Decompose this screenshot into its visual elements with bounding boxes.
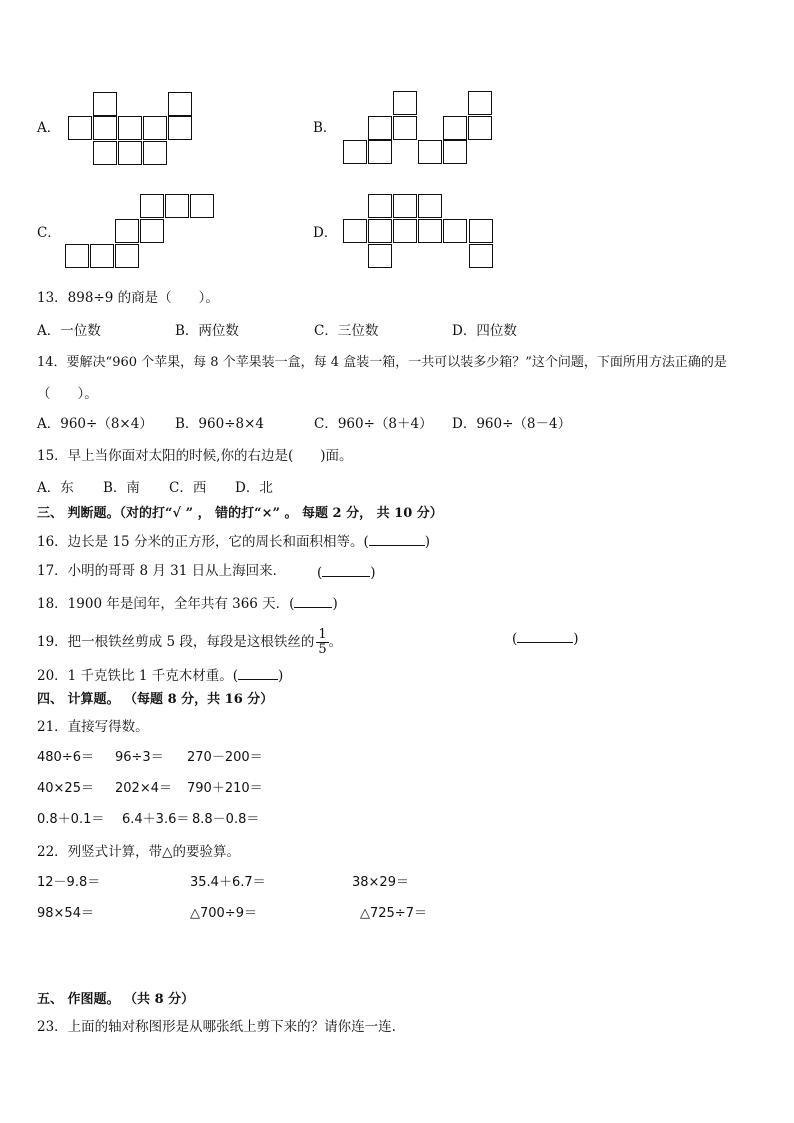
question-16	[37, 531, 430, 551]
option-b-label: B．	[313, 120, 337, 136]
q21-item-1-3: 270－200＝	[187, 750, 263, 765]
q22-item-1-1: 12－9.8＝	[37, 875, 101, 890]
question-22-stem: 22．列竖式计算，带△的要验算。	[37, 844, 241, 860]
question-19-text: 19．把一根铁丝剪成 5 段，每段是这根铁丝的	[37, 634, 315, 650]
q13-option-d: D．四位数	[452, 323, 517, 339]
question-23-stem: 23．上面的轴对称图形是从哪张纸上剪下来的？请你连一连.	[37, 1019, 396, 1035]
q22-item-1-3: 38×29＝	[352, 875, 409, 890]
q22-item-2-3: △725÷7＝	[360, 906, 427, 921]
option-a-label: A．	[37, 120, 61, 136]
q21-item-3-3: 8.8－0.8＝	[192, 812, 260, 827]
q22-item-1-2: 35.4＋6.7＝	[190, 875, 266, 890]
question-20-close: )	[278, 668, 284, 684]
question-14-stem: 14．要解决“960 个苹果，每 8 个苹果装一盒，每 4 盒装一箱，一共可以装多少箱？”这个问题，下面所用方法正确的是	[37, 355, 727, 370]
q21-item-2-2: 202×4＝	[115, 781, 172, 796]
answer-blank-16[interactable]	[369, 531, 425, 546]
question-16-text: 16．边长是 15 分米的正方形，它的周长和面积相等。(	[37, 534, 369, 550]
option-d-label: D．	[313, 225, 338, 241]
q15-option-a: A．东	[37, 480, 74, 496]
q15-option-b: B．南	[103, 480, 140, 496]
question-19-open: (	[512, 631, 518, 647]
q22-item-2-1: 98×54＝	[37, 906, 94, 921]
question-14-stem-cont: （ ）。	[37, 386, 98, 402]
q15-option-c: C．西	[169, 480, 207, 496]
question-18-close: )	[332, 596, 338, 612]
question-17-open: (	[317, 565, 323, 581]
answer-blank-20[interactable]	[238, 665, 278, 680]
q14-option-b: B．960÷8×4	[175, 416, 264, 432]
q13-option-a: A．一位数	[37, 323, 101, 339]
question-17-answer	[317, 562, 376, 582]
question-19	[37, 628, 342, 657]
answer-blank-19[interactable]	[517, 628, 573, 643]
q21-item-2-3: 790＋210＝	[187, 781, 263, 796]
answer-blank-18[interactable]	[294, 593, 332, 608]
q21-item-1-2: 96÷3＝	[115, 750, 164, 765]
question-21-stem: 21．直接写得数。	[37, 719, 149, 735]
option-c-label: C．	[37, 225, 61, 241]
question-20	[37, 665, 283, 685]
q22-item-2-2: △700÷9＝	[190, 906, 257, 921]
section-3-title: 三、 判断题。（对的打“√ ” ， 错的打“×” 。 每题 2 分， 共 10 分）	[37, 506, 443, 521]
q14-option-c: C．960÷（8＋4）	[314, 416, 433, 432]
question-19-answer	[512, 628, 579, 648]
question-17-close: )	[370, 565, 376, 581]
question-18	[37, 593, 338, 613]
section-5-title: 五、 作图题。 （共 8 分）	[37, 992, 195, 1007]
q21-item-2-1: 40×25＝	[37, 781, 94, 796]
question-18-text: 18．1900 年是闰年，全年共有 366 天．(	[37, 596, 295, 612]
question-17-text: 17．小明的哥哥 8 月 31 日从上海回来．	[37, 563, 287, 579]
question-15-stem: 15．早上当你面对太阳的时候,你的右边是( )面。	[37, 448, 353, 464]
q13-option-c: C．三位数	[314, 323, 379, 339]
question-17	[37, 562, 286, 580]
q14-option-a: A．960÷（8×4）	[37, 416, 153, 432]
question-20-text: 20．1 千克铁比 1 千克木材重。(	[37, 668, 238, 684]
q21-item-1-1: 480÷6＝	[37, 750, 94, 765]
question-19-end: 。	[328, 634, 343, 650]
q13-option-b: B．两位数	[175, 323, 239, 339]
question-19-close: )	[573, 631, 579, 647]
question-16-close: )	[424, 534, 430, 550]
question-13-stem: 13．898÷9 的商是（ ）。	[37, 290, 219, 306]
q14-option-d: D．960÷（8－4）	[452, 416, 572, 432]
section-4-title: 四、 计算题。 （每题 8 分，共 16 分）	[37, 692, 274, 707]
q21-item-3-2: 6.4＋3.6＝	[122, 812, 190, 827]
q21-item-3-1: 0.8＋0.1＝	[37, 812, 105, 827]
answer-blank-17[interactable]	[322, 562, 370, 577]
fraction-one-fifth: $\frac{1}{5}$	[318, 627, 327, 657]
q15-option-d: D．北	[235, 480, 273, 496]
